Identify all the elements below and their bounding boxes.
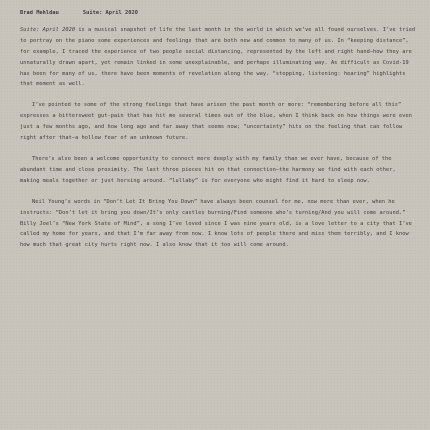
paragraph-family: There’s also been a welcome opportunity to connect more deeply with my family than we ever have, because of the abundant time and close proximity. The last three pieces hit on that connection—the harmony we find with each other, making meals together or just horsing around. “lullaby” is for everyone who might find it hard to sleep now. <box>20 155 396 184</box>
intro-album-title: Suite: April 2020 <box>20 26 76 33</box>
paragraph-intro <box>20 25 416 90</box>
intro-text: is a musical snapshot of life the last month in the world in which we’ve all found ourselves. I’ve tried to portray on the piano some experiences and feelings that are both new and common to many of us. In “keeping distance”, for example, I traced the experience of two people social distancing, represented by the left and right hand—how they are unnaturally drawn apart, yet remain linked in some unexplainable, and perhaps illuminating way. As difficult as Covid-19 has been for many of us, there have been moments of revelation along the way. “stopping, listening: hearing” highlights that moment as well. <box>20 26 416 88</box>
album-title: Suite: April 2020 <box>82 10 138 16</box>
header <box>20 8 416 19</box>
paragraph-covers: Neil Young’s words in “Don’t Let It Bring You Down” have always been counsel for me, now more than ever, when he instructs: “Don’t let it bring you down/It’s only castles burning/Find someone who’s turning/And you will come around.” Billy Joel’s “New York State of Mind”, a song I’ve loved since I was nine years old, is a love letter to a city that I’ve called my home for years, and that I’m far away from now. I know lots of people there and miss them terribly, and I know how much that great city hurts right now. I also know that it too will come around. <box>20 198 412 249</box>
paragraph-feelings: I’ve pointed to some of the strong feelings that have arisen the past month or more: “remembering before all this” expresses a bittersweet gut-pain that has hit me several times out of the blue, when I think back on how things were even just a few months ago, and how long ago and far away that seems now; “uncertainty” hits on the feeling that can follow right after that—a hollow fear of an unknown future. <box>20 102 412 142</box>
artist-name: Brad Mehldau <box>20 10 59 16</box>
